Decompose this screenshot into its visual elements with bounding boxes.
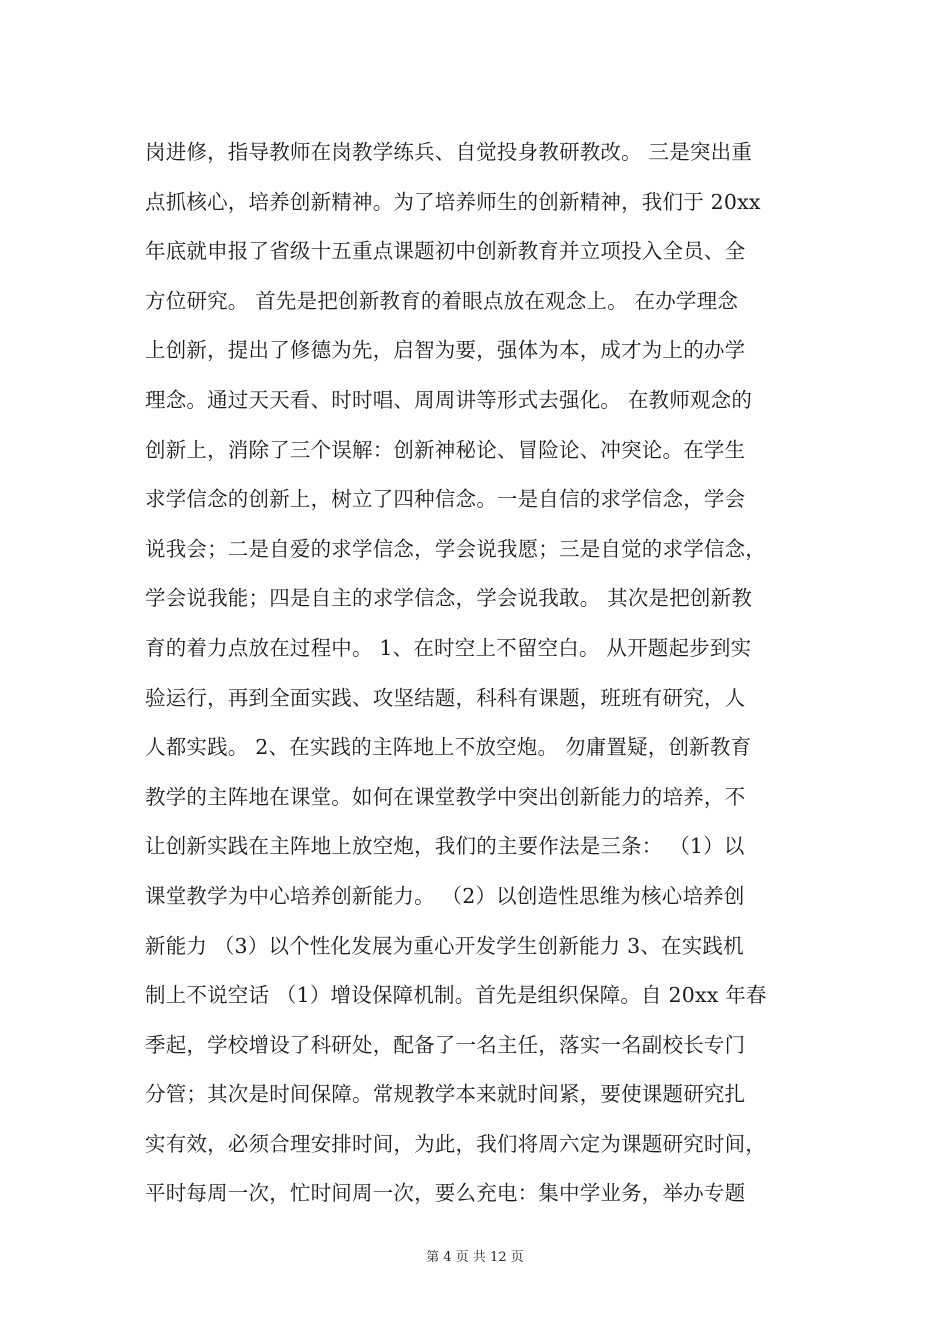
text-line: 求学信念的创新上，树立了四种信念。一是自信的求学信念，学会 xyxy=(145,487,746,512)
text-line: 验运行，再到全面实践、攻坚结题，科科有课题，班班有研究，人 xyxy=(145,685,746,710)
text-line: 平时每周一次，忙时间周一次，要么充电：集中学业务，举办专题 xyxy=(145,1181,746,1206)
text-line: 新能力 （3）以个性化发展为重心开发学生创新能力 3、在实践机 xyxy=(145,933,744,958)
text-line: 点抓核心，培养创新精神。为了培养师生的创新精神，我们于 20xx xyxy=(145,189,761,214)
body-text xyxy=(145,128,825,1219)
text-line: 岗进修，指导教师在岗教学练兵、自觉投身教研教改。 三是突出重 xyxy=(145,140,753,164)
text-line: 让创新实践在主阵地上放空炮，我们的主要作法是三条： （1）以 xyxy=(145,834,745,859)
text-line: 年底就申报了省级十五重点课题初中创新教育并立项投入全员、全 xyxy=(145,239,746,264)
text-line: 理念。通过天天看、时时唱、周周讲等形式去强化。 在教师观念的 xyxy=(145,387,753,412)
text-line: 实有效，必须合理安排时间，为此，我们将周六定为课题研究时间， xyxy=(145,1131,766,1156)
text-line: 上创新，提出了修德为先，启智为要，强体为本，成才为上的办学 xyxy=(145,338,746,363)
text-line: 人都实践。 2、在实践的主阵地上不放空炮。 勿庸置疑，创新教育 xyxy=(145,735,752,760)
text-line: 制上不说空话 （1）增设保障机制。首先是组织保障。自 20xx 年春 xyxy=(145,983,767,1008)
page-number-footer: 第 4 页 共 12 页 xyxy=(426,1250,524,1265)
text-line: 学会说我能；四是自主的求学信念，学会说我敢。 其次是把创新教 xyxy=(145,586,753,611)
text-line: 说我会；二是自爱的求学信念，学会说我愿；三是自觉的求学信念， xyxy=(145,536,766,561)
text-line: 创新上，消除了三个误解：创新神秘论、冒险论、冲突论。在学生 xyxy=(145,437,746,462)
text-line: 育的着力点放在过程中。 1、在时空上不留空白。 从开题起步到实 xyxy=(145,635,752,660)
text-line: 方位研究。 首先是把创新教育的着眼点放在观念上。 在办学理念 xyxy=(145,288,739,313)
text-line: 分管；其次是时间保障。常规教学本来就时间紧，要使课题研究扎 xyxy=(145,1082,746,1107)
text-line: 教学的主阵地在课堂。如何在课堂教学中突出创新能力的培养，不 xyxy=(145,784,746,809)
text-line: 季起，学校增设了科研处，配备了一名主任，落实一名副校长专门 xyxy=(145,1032,746,1057)
text-line: 课堂教学为中心培养创新能力。 （2）以创造性思维为核心培养创 xyxy=(145,883,745,908)
